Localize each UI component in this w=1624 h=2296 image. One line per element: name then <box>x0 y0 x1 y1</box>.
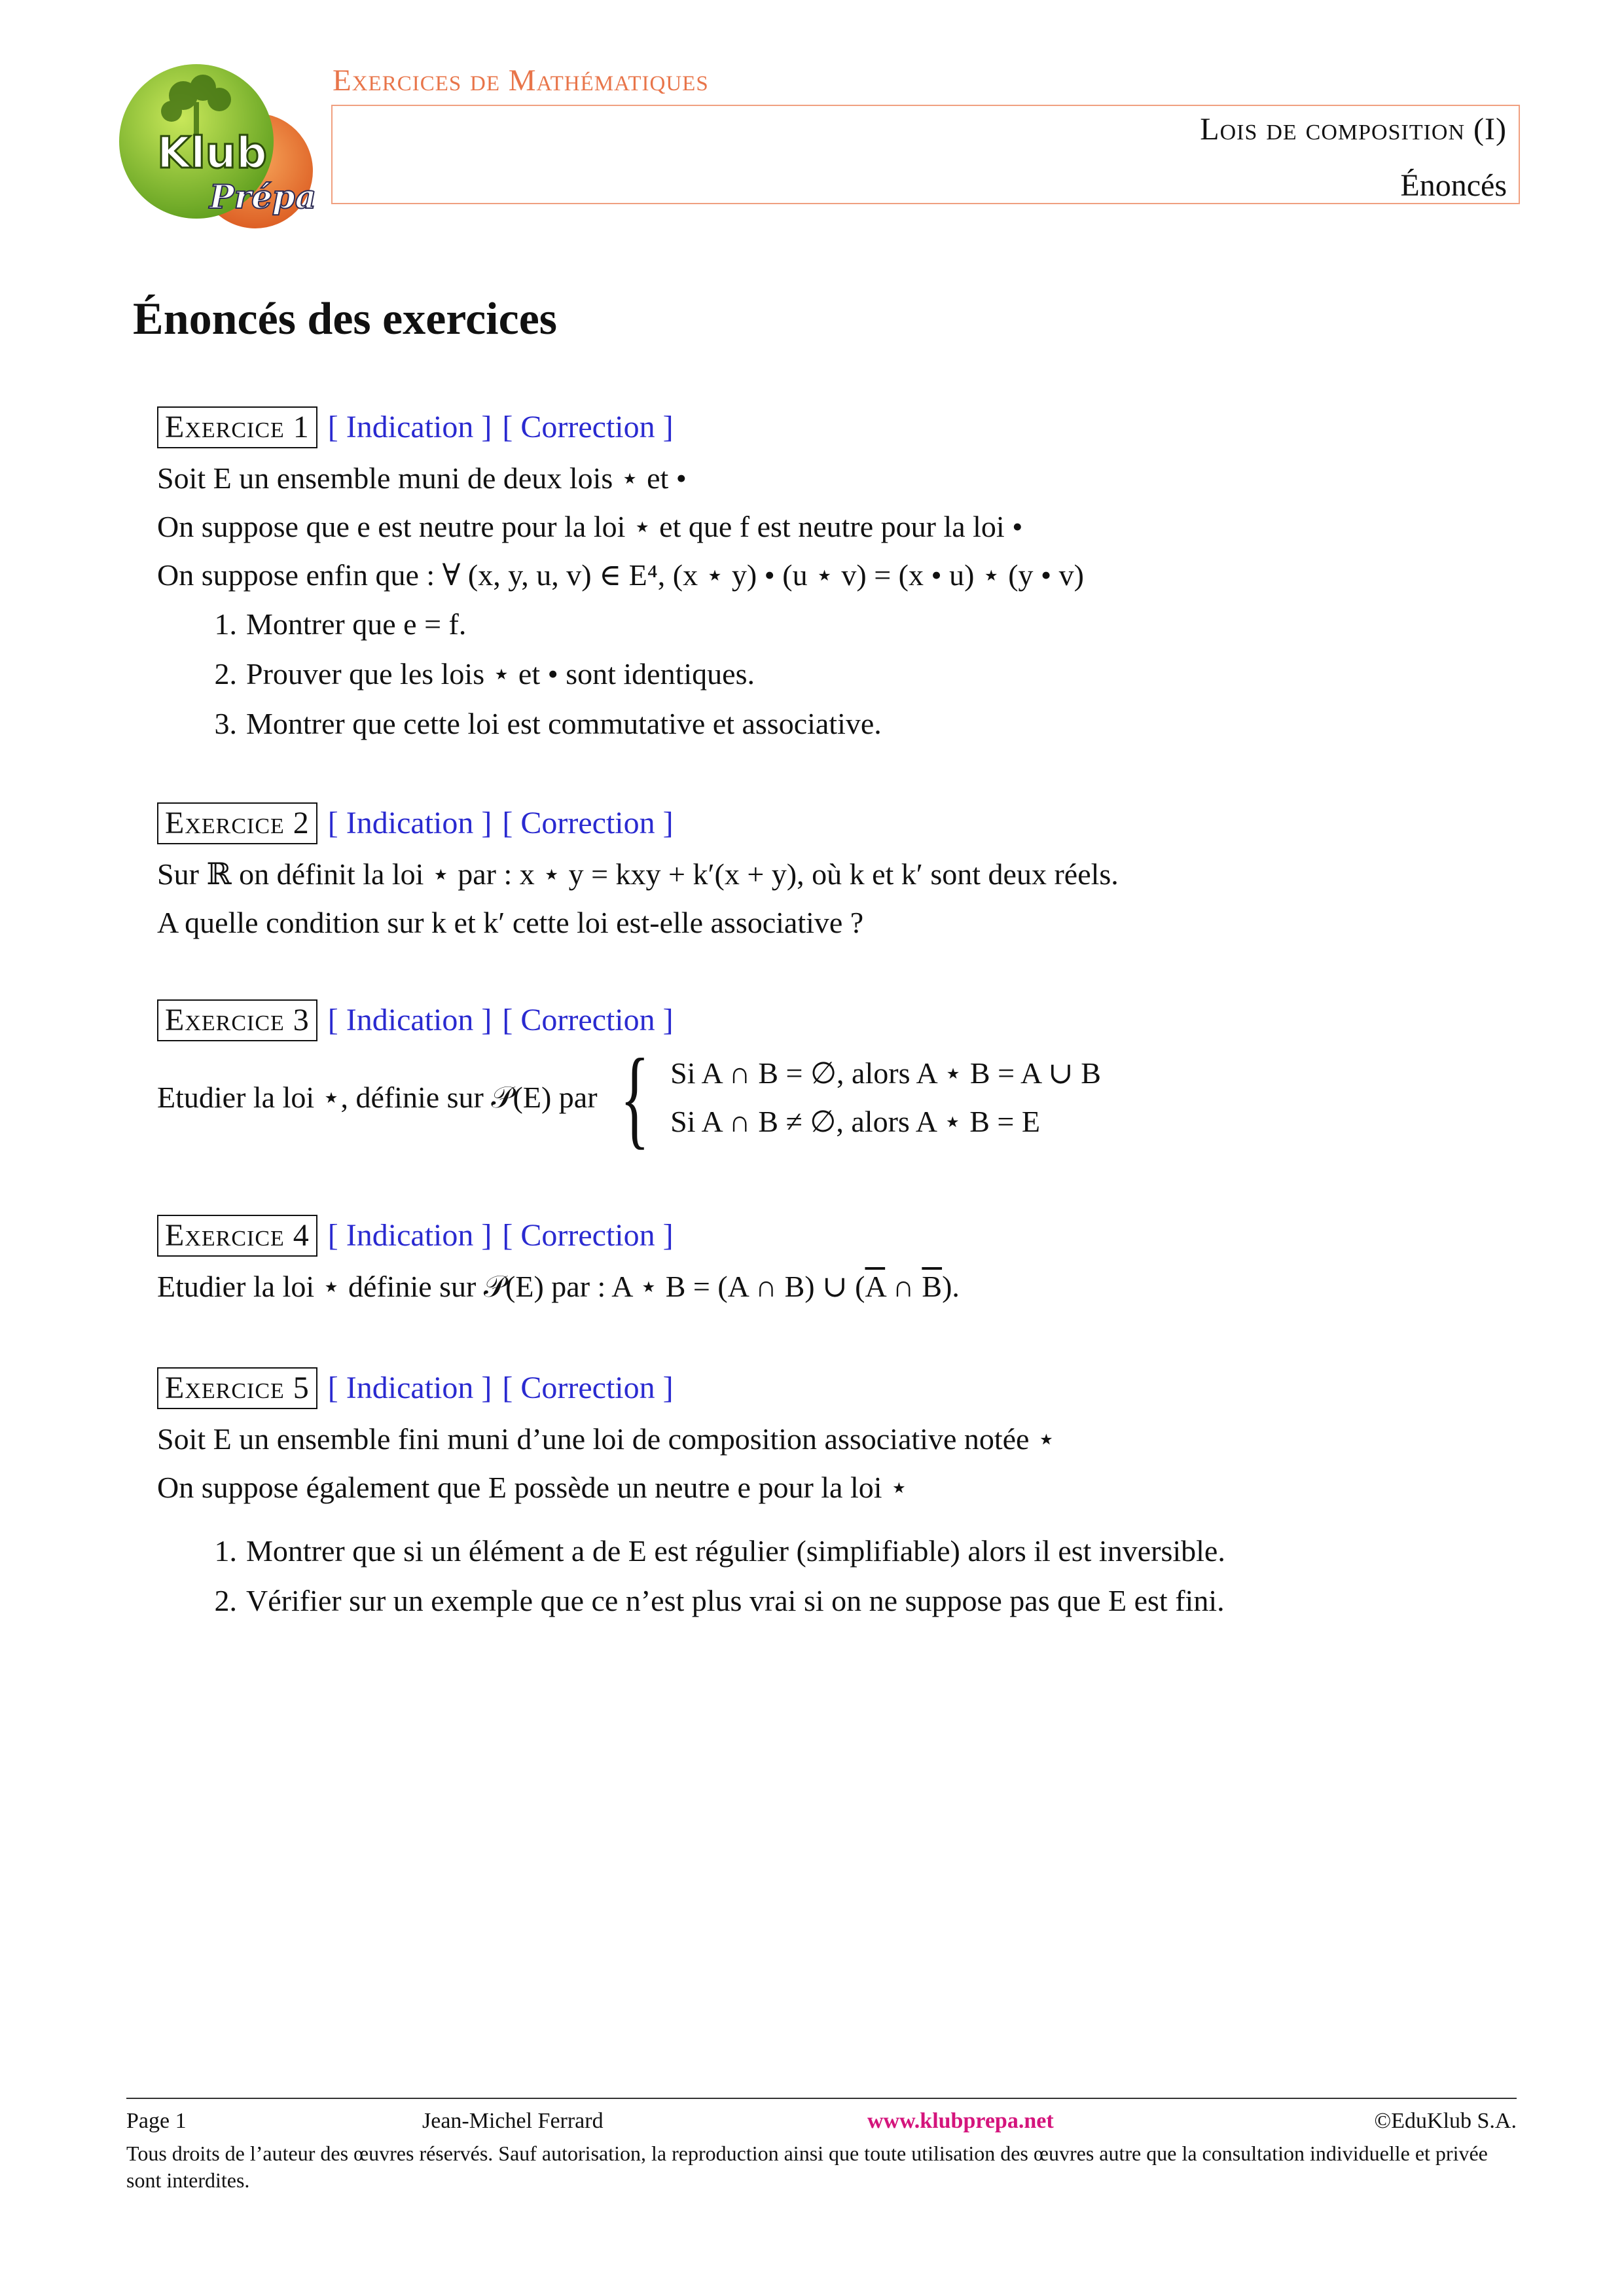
legal-notice: Tous droits de l’auteur des œuvres réservés. Sauf autorisation, la reproduction ainsi que toute utilisation des œuvres autre que la consultation individuelle et privée sont interdites. <box>126 2142 1488 2192</box>
statement-line: Soit E un ensemble fini muni d’une loi de composition associative notée ⋆ <box>157 1422 1056 1456</box>
site-link[interactable]: www.klubprepa.net <box>867 2109 1054 2133</box>
list-item: 2. Vérifier sur un exemple que ce n’est plus vrai si on ne suppose pas que E est fini. <box>214 1584 1225 1617</box>
correction-link[interactable]: [ Correction ] <box>502 1218 674 1253</box>
exercise-label: Exercice 5 <box>157 1367 317 1409</box>
list-item: 2. Prouver que les lois ⋆ et • sont identiques. <box>214 657 755 691</box>
statement-line: On suppose enfin que : ∀ (x, y, u, v) ∈ E⁴, (x ⋆ y) • (u ⋆ v) = (x • u) ⋆ (y • v) <box>157 558 1084 592</box>
exercise-label: Exercice 4 <box>157 1215 317 1257</box>
exercise-2 <box>157 802 1558 947</box>
exercise-1 <box>157 406 1558 749</box>
exercise-label: Exercice 1 <box>157 406 317 448</box>
complement-a: $\overline{A}$ <box>865 1270 886 1303</box>
chapter-subtitle: Énoncés <box>1400 168 1507 203</box>
list-item: 1. Montrer que si un élément a de E est régulier (simplifiable) alors il est inversible. <box>214 1534 1225 1568</box>
page-title: Énoncés des exercices <box>133 294 558 344</box>
statement-line: On suppose également que E possède un neutre e pour la loi ⋆ <box>157 1471 909 1504</box>
brace-symbol: { <box>619 1036 649 1159</box>
page-number: Page 1 <box>126 2109 187 2133</box>
correction-link[interactable]: [ Correction ] <box>502 1003 674 1037</box>
list-item: 1. Montrer que e = f. <box>214 607 467 641</box>
list-item: 3. Montrer que cette loi est commutative et associative. <box>214 707 882 740</box>
statement-line: On suppose que e est neutre pour la loi ⋆ et que f est neutre pour la loi • <box>157 510 1023 543</box>
document-category: Exercices de Mathématiques <box>333 63 709 98</box>
footer-rule <box>126 2098 1517 2099</box>
klub-prepa-logo <box>111 56 321 233</box>
statement-line: Etudier la loi ⋆ définie sur 𝒫(E) par : A ⋆ B = (A ∩ B) ∪ ($\overline{A}$ ∩ $\overline{B}$). <box>157 1270 960 1303</box>
statement-line: Etudier la loi ⋆, définie sur 𝒫(E) par <box>157 1081 598 1114</box>
case-line: Si A ∩ B ≠ ∅, alors A ⋆ B = E <box>670 1105 1040 1138</box>
correction-link[interactable]: [ Correction ] <box>502 806 674 840</box>
indication-link[interactable]: [ Indication ] <box>327 1371 492 1405</box>
complement-b: $\overline{B}$ <box>922 1270 943 1303</box>
exercise-label: Exercice 3 <box>157 999 317 1041</box>
author: Jean-Michel Ferrard <box>422 2109 604 2133</box>
exercise-5 <box>157 1367 1558 1626</box>
indication-link[interactable]: [ Indication ] <box>327 410 492 444</box>
correction-link[interactable]: [ Correction ] <box>502 410 674 444</box>
chapter-title: Lois de composition (I) <box>1200 112 1507 147</box>
correction-link[interactable]: [ Correction ] <box>502 1371 674 1405</box>
exercise-label: Exercice 2 <box>157 802 317 844</box>
case-line: Si A ∩ B = ∅, alors A ⋆ B = A ∪ B <box>670 1056 1101 1090</box>
exercise-4 <box>157 1214 1558 1311</box>
indication-link[interactable]: [ Indication ] <box>327 806 492 840</box>
indication-link[interactable]: [ Indication ] <box>327 1218 492 1253</box>
statement-line: Soit E un ensemble muni de deux lois ⋆ et • <box>157 461 687 495</box>
copyright: ©EduKlub S.A. <box>1374 2109 1517 2133</box>
statement-line: A quelle condition sur k et k′ cette loi est-elle associative ? <box>157 906 864 939</box>
case-definition <box>157 1036 1558 1159</box>
header-box <box>331 105 1520 204</box>
statement-line: Sur ℝ on définit la loi ⋆ par : x ⋆ y = kxy + k′(x + y), où k et k′ sont deux réels. <box>157 857 1119 891</box>
svg-text:Klub: Klub <box>157 128 267 178</box>
svg-text:Prépa: Prépa <box>209 177 317 216</box>
indication-link[interactable]: [ Indication ] <box>327 1003 492 1037</box>
exercise-3 <box>157 999 1558 1159</box>
